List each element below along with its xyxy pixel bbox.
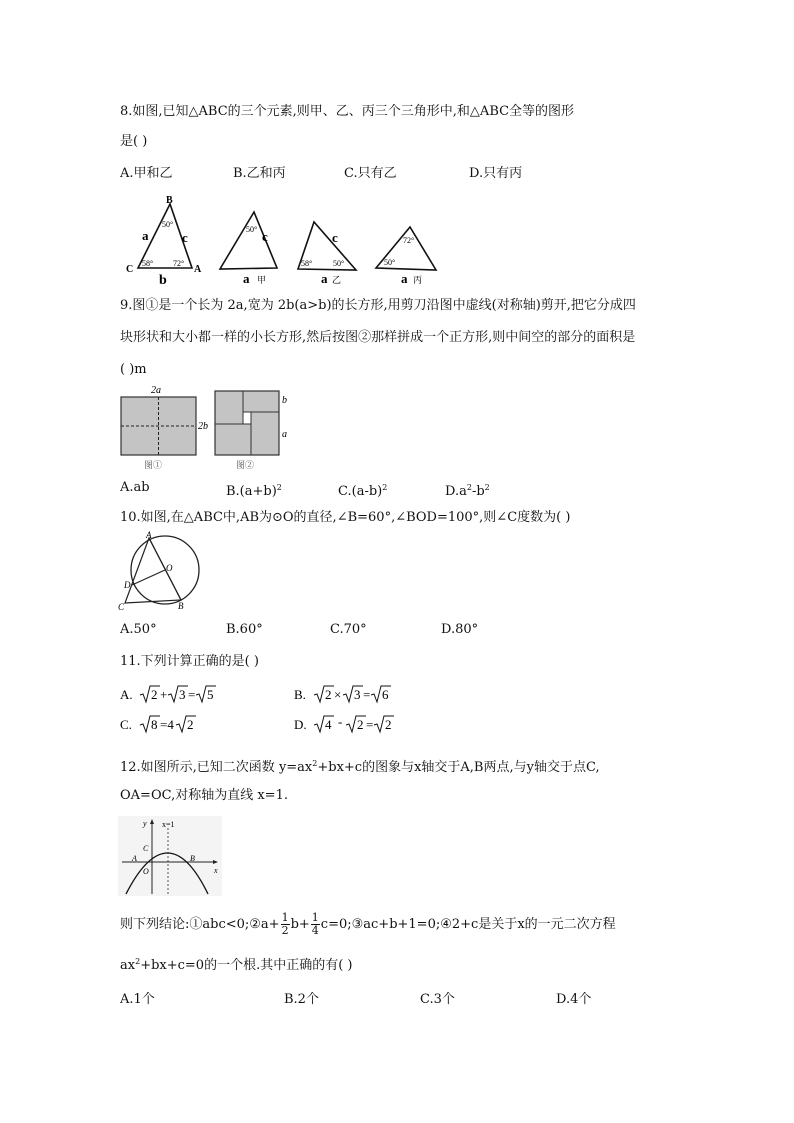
q9-option-d: $D.a^2-b^2$ xyxy=(445,483,490,499)
q10-option-c: C.70° xyxy=(330,622,367,637)
label-b: B xyxy=(166,195,173,206)
q9-stem-line2: 块形状和大小都一样的小长方形,然后按图②那样拼成一个正方形,则中间空的部分的面积是 xyxy=(120,330,636,345)
axis-y: y xyxy=(143,819,147,828)
point-c: C xyxy=(143,844,149,853)
q8-stem-line1: 8.如图,已知△ABC的三个元素,则甲、乙、丙三个三角形中,和△ABC全等的图形 xyxy=(120,104,575,119)
bing-angle2: 50° xyxy=(384,258,396,267)
svg-text:3: 3 xyxy=(354,687,361,702)
q10-stem: 10.如图,在△ABC中,AB为⊙O的直径,∠B=60°,∠BOD=100°,则∠C度数为( ) xyxy=(120,510,571,525)
svg-text:=: = xyxy=(366,717,374,732)
q8-stem-line2: 是( ) xyxy=(120,134,148,149)
q8-option-a: A.甲和乙 xyxy=(120,166,173,181)
angle-b: 50° xyxy=(162,220,174,229)
svg-text:2: 2 xyxy=(325,687,332,702)
yi-angle2: 50° xyxy=(333,259,345,268)
q11-stem: 11.下列计算正确的是( ) xyxy=(120,654,259,669)
q11-option-d xyxy=(292,712,432,736)
svg-text:+: + xyxy=(160,687,168,702)
yi-angle1: 58° xyxy=(301,259,313,268)
jia-side-a: a xyxy=(243,271,250,284)
angle-c: 58° xyxy=(142,259,154,268)
bing-side-a: a xyxy=(401,271,408,284)
side-c: c xyxy=(182,230,188,245)
point-o: O xyxy=(143,867,149,876)
yi-side-c: c xyxy=(332,230,338,245)
svg-text:2: 2 xyxy=(151,687,158,702)
q10-option-b: B.60° xyxy=(226,622,263,637)
bing-angle1: 72° xyxy=(403,236,415,245)
angle-a: 72° xyxy=(173,259,185,268)
q12-stem-line2: OA=OC,对称轴为直线 x=1. xyxy=(120,788,288,803)
triangle-bing xyxy=(376,227,436,284)
point-b: B xyxy=(190,854,195,863)
q9-stem-line3: ( )m xyxy=(120,362,147,377)
label-2a: 2a xyxy=(151,385,161,396)
point-d: D xyxy=(124,580,131,590)
point-a: A xyxy=(132,854,137,863)
q10-option-d: D.80° xyxy=(441,622,479,637)
triangle-abc xyxy=(126,195,202,284)
svg-text:8: 8 xyxy=(151,717,158,732)
q12-option-c: C.3个 xyxy=(420,992,455,1007)
figure-2 xyxy=(215,391,287,470)
q12-option-a: A.1个 xyxy=(120,992,155,1007)
point-b: B xyxy=(178,601,184,611)
axis-x: x xyxy=(214,866,218,875)
svg-text:A.: A. xyxy=(120,687,133,702)
yi-name: 乙 xyxy=(332,275,342,284)
svg-text:=: = xyxy=(363,687,371,702)
svg-text:=: = xyxy=(188,687,196,702)
svg-text:2: 2 xyxy=(187,717,194,732)
q12-option-b: B.2个 xyxy=(284,992,319,1007)
svg-text:×: × xyxy=(334,687,342,702)
point-o: O xyxy=(166,563,173,573)
q9-option-a: A.ab xyxy=(120,480,150,495)
jia-name: 甲 xyxy=(257,275,267,284)
svg-text:D.: D. xyxy=(294,717,307,732)
label-a: a xyxy=(282,429,287,440)
fraction-one-quarter: $\frac{1}{4}$ xyxy=(311,911,319,937)
svg-text:4: 4 xyxy=(325,717,332,732)
fraction-one-half: $\frac{1}{2}$ xyxy=(281,911,289,937)
svg-text:3: 3 xyxy=(179,687,186,702)
label-b: b xyxy=(282,395,287,406)
q10-option-a: A.50° xyxy=(120,622,157,637)
q12-parabola-figure xyxy=(118,816,222,896)
side-a: a xyxy=(142,228,149,243)
svg-text:B.: B. xyxy=(294,687,306,702)
q9-stem-line1: 9.图①是一个长为 2a,宽为 2b(a>b)的长方形,用剪刀沿图中虚线(对称轴)剪开,把它分成四 xyxy=(120,298,636,313)
q11-option-c xyxy=(118,712,258,736)
triangle-yi xyxy=(298,222,356,284)
svg-text:=4: =4 xyxy=(160,717,174,732)
q12-stem-line1: 12.如图所示,已知二次函数 $y=ax^2+bx+c$的图象与x轴交于A,B两点,与y轴交于点C, xyxy=(120,759,600,775)
svg-text:2: 2 xyxy=(357,717,364,732)
q8-option-d: D.只有丙 xyxy=(469,166,523,181)
point-a: A xyxy=(146,530,152,540)
label-a: A xyxy=(194,264,202,275)
q11-option-b xyxy=(292,682,432,706)
q12-conclusions: 则下列结论:①abc<0;②a+ $\frac{1}{2}$ b+ $\frac{1}{4}$ c=0;③ac+b+1=0;④2+c是关于x的一元二次方程 xyxy=(120,911,616,937)
bing-name: 丙 xyxy=(413,275,423,284)
caption-1: 图① xyxy=(144,460,163,470)
triangle-jia xyxy=(220,212,277,284)
q9-option-b: $B.(a+b)^2$ xyxy=(226,483,282,499)
q9-option-c: $C.(a-b)^2$ xyxy=(338,483,388,499)
q8-triangles-figure xyxy=(120,192,450,284)
symmetry-axis-label: x=1 xyxy=(162,820,175,829)
q8-option-b: B.乙和丙 xyxy=(233,166,286,181)
label-2b: 2b xyxy=(198,421,208,432)
yi-side-a: a xyxy=(321,271,328,284)
q8-option-c: C.只有乙 xyxy=(344,166,397,181)
q11-option-a xyxy=(118,682,258,706)
svg-text:C.: C. xyxy=(120,717,132,732)
q12-conclusions-line2: $ax^2+bx+c=0$的一个根.其中正确的有( ) xyxy=(120,957,353,973)
caption-2: 图② xyxy=(236,460,255,470)
point-c: C xyxy=(118,602,125,612)
svg-text:-: - xyxy=(338,714,343,729)
figure-1 xyxy=(121,385,208,470)
q9-rectangles-figure xyxy=(118,382,296,472)
side-b: b xyxy=(159,273,167,284)
svg-text:2: 2 xyxy=(385,717,392,732)
svg-text:5: 5 xyxy=(207,687,214,702)
jia-side-c: c xyxy=(262,229,268,244)
q12-option-d: D.4个 xyxy=(556,992,592,1007)
svg-text:6: 6 xyxy=(382,687,389,702)
label-c: C xyxy=(126,264,134,275)
jia-angle: 50° xyxy=(246,225,258,234)
q10-circle-figure xyxy=(116,530,204,612)
